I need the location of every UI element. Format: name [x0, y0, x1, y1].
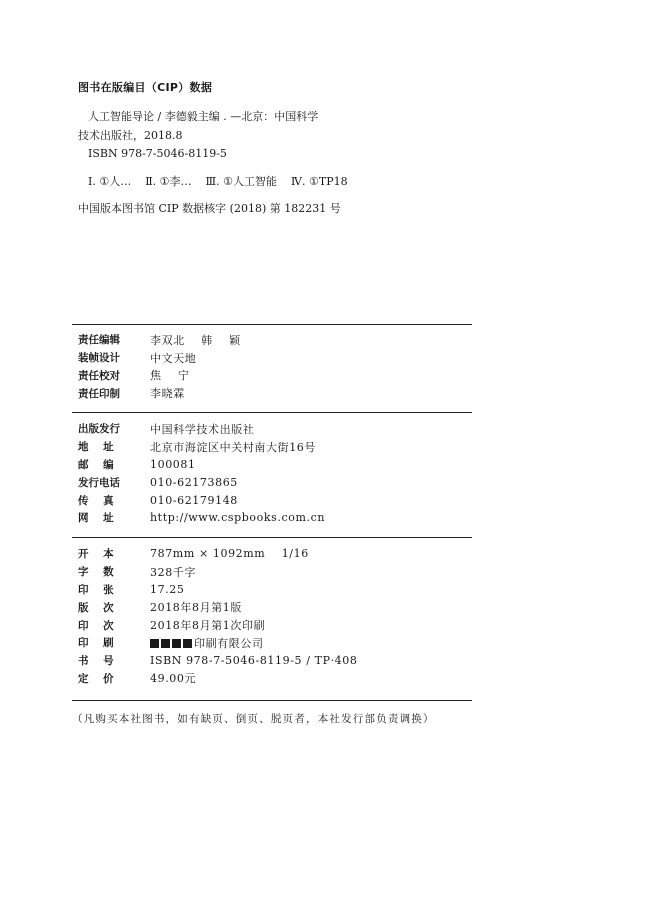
row-label: 印 次 [78, 619, 114, 632]
redaction-box [161, 639, 170, 648]
section-divider [72, 537, 472, 538]
row-label: 字 数 [78, 566, 114, 579]
row-label: 地 址 [78, 441, 114, 454]
row-value: 李双北 韩 颖 [150, 333, 241, 347]
spec-row [78, 634, 357, 652]
publisher-row [78, 420, 325, 438]
footer-note: （凡购买本社图书，如有缺页、倒页、脱页者，本社发行部负责调换） [72, 713, 435, 725]
staff-row [78, 349, 241, 367]
publisher-row [78, 456, 325, 474]
publisher-row [78, 438, 325, 456]
publisher-row [78, 491, 325, 509]
spec-row [78, 545, 357, 563]
staff-row [78, 331, 241, 349]
row-value: ISBN 978-7-5046-8119-5 / TP·408 [150, 654, 358, 668]
row-value: 中文天地 [150, 351, 197, 365]
spec-row [78, 598, 357, 616]
cip-classification [78, 173, 362, 192]
spec-row [78, 616, 357, 634]
cip-class-item: Ⅳ. ①TP18 [291, 174, 348, 188]
cip-title-line: 人工智能导论 / 李德毅主编 . —北京：中国科学 [88, 110, 319, 123]
cip-record-number: 中国版本图书馆 CIP 数据核字 (2018) 第 182231 号 [78, 202, 341, 215]
row-value: 2018年8月第1次印刷 [150, 619, 266, 633]
spec-row [78, 563, 357, 581]
cip-isbn: ISBN 978-7-5046-8119-5 [88, 147, 227, 160]
row-value: 北京市海淀区中关村南大街16号 [150, 440, 316, 454]
row-label: 装帧设计 [78, 352, 120, 365]
row-value: 010-62173865 [150, 475, 238, 489]
staff-section [78, 331, 241, 402]
row-value: 焦 宁 [150, 369, 190, 383]
cip-class-item: Ⅰ. ①人… [88, 174, 132, 188]
row-value: 中国科学技术出版社 [150, 422, 255, 436]
specs-section [78, 545, 357, 687]
row-label: 责任编辑 [78, 334, 120, 347]
row-label: 传 真 [78, 494, 114, 507]
cip-title-line-continued: 技术出版社，2018.8 [78, 128, 183, 142]
row-label: 责任印制 [78, 387, 120, 400]
printer-name: 印刷有限公司 [194, 636, 264, 650]
redaction-box [172, 639, 181, 648]
row-label: 责任校对 [78, 369, 120, 382]
redaction-box [183, 639, 192, 648]
cip-class-item: Ⅲ. ①人工智能 [205, 174, 278, 188]
section-divider [72, 324, 472, 325]
row-value [150, 635, 264, 651]
row-value: 17.25 [150, 582, 185, 596]
row-value: 2018年8月第1版 [150, 601, 242, 615]
row-label: 定 价 [78, 672, 114, 685]
section-divider [72, 412, 472, 413]
row-value: 李晓霖 [150, 387, 185, 401]
row-value: http://www.cspbooks.com.cn [150, 511, 326, 525]
publisher-row [78, 473, 325, 491]
row-value: 100081 [150, 457, 196, 471]
staff-row [78, 367, 241, 385]
cip-record [78, 108, 362, 219]
row-label: 开 本 [78, 548, 114, 561]
row-label: 出版发行 [78, 423, 120, 436]
row-label: 邮 编 [78, 458, 114, 471]
publisher-section [78, 420, 325, 527]
spec-row [78, 670, 357, 688]
publisher-row [78, 509, 325, 527]
row-label: 印 张 [78, 583, 114, 596]
row-value: 328千字 [150, 565, 196, 579]
redaction-box [150, 639, 159, 648]
row-label: 版 次 [78, 601, 114, 614]
row-label: 书 号 [78, 655, 114, 668]
section-divider [72, 700, 472, 701]
row-label: 印 刷 [78, 637, 114, 650]
spec-row [78, 652, 357, 670]
staff-row [78, 384, 241, 402]
row-label: 发行电话 [78, 476, 120, 489]
row-value: 010-62179148 [150, 493, 238, 507]
cip-header: 图书在版编目（CIP）数据 [78, 81, 213, 94]
spec-row [78, 581, 357, 599]
row-value: 49.00元 [150, 672, 197, 686]
row-label: 网 址 [78, 512, 114, 525]
cip-class-item: Ⅱ. ①李… [145, 174, 192, 188]
row-value: 787mm × 1092mm 1/16 [150, 547, 309, 561]
